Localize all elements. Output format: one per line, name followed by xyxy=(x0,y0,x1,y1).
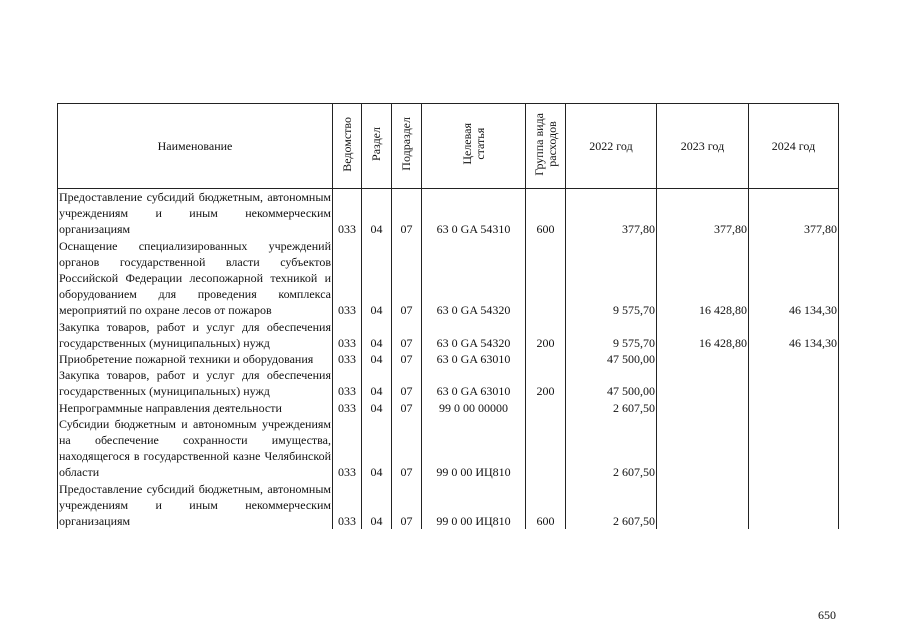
header-celevaya-label: Целевая статья xyxy=(459,123,487,165)
row-celevaya: 63 0 GA 54320 xyxy=(422,238,526,319)
row-razdel: 04 xyxy=(362,351,392,367)
row-gruppa: 600 xyxy=(526,481,566,530)
row-name: Приобретение пожарной техники и оборудования xyxy=(58,351,333,367)
row-celevaya: 63 0 GA 63010 xyxy=(422,351,526,367)
header-gruppa-label: Группа вида расходов xyxy=(531,112,559,176)
header-vedomstvo xyxy=(333,104,362,189)
row-2023: 377,80 xyxy=(657,189,749,238)
row-podrazdel: 07 xyxy=(392,189,422,238)
row-razdel: 04 xyxy=(362,367,392,399)
row-razdel: 04 xyxy=(362,189,392,238)
row-2024 xyxy=(749,367,839,399)
row-2022: 2 607,50 xyxy=(566,400,657,416)
header-2023-label: 2023 год xyxy=(680,138,725,153)
table-header xyxy=(58,104,839,189)
header-celevaya xyxy=(422,104,526,189)
row-2022: 377,80 xyxy=(566,189,657,238)
header-2022-label: 2022 год xyxy=(589,138,633,153)
row-2023 xyxy=(657,416,749,481)
header-vedomstvo-label: Ведомство xyxy=(339,116,354,172)
row-gruppa xyxy=(526,238,566,319)
row-vedomstvo: 033 xyxy=(333,351,362,367)
row-podrazdel: 07 xyxy=(392,367,422,399)
header-gruppa xyxy=(526,104,566,189)
header-razdel-label: Раздел xyxy=(369,126,383,161)
row-gruppa xyxy=(526,400,566,416)
row-razdel: 04 xyxy=(362,481,392,530)
row-vedomstvo: 033 xyxy=(333,319,362,351)
header-razdel xyxy=(362,104,392,189)
row-vedomstvo: 033 xyxy=(333,238,362,319)
row-razdel: 04 xyxy=(362,238,392,319)
row-gruppa: 200 xyxy=(526,319,566,351)
table-body xyxy=(58,189,839,530)
header-2023 xyxy=(657,104,749,189)
row-name: Субсидии бюджетным и автономным учреждениям на обеспечение сохранности имущества, находящегося в государственной казне Челябинской области xyxy=(59,416,331,480)
row-vedomstvo: 033 xyxy=(333,481,362,530)
row-2023 xyxy=(657,481,749,530)
row-vedomstvo: 033 xyxy=(333,416,362,481)
row-2024: 46 134,30 xyxy=(749,238,839,319)
row-2022: 9 575,70 xyxy=(566,238,657,319)
table-row xyxy=(58,319,839,351)
table-row xyxy=(58,351,839,367)
row-name: Предоставление субсидий бюджетным, автономным учреждениям и иным некоммерческим организациям xyxy=(59,190,331,237)
row-podrazdel: 07 xyxy=(392,238,422,319)
row-2023: 16 428,80 xyxy=(657,238,749,319)
row-2024 xyxy=(749,481,839,530)
table-row xyxy=(58,481,839,530)
header-name-label: Наименование xyxy=(157,138,233,153)
row-celevaya: 99 0 00 ИЦ810 xyxy=(422,416,526,481)
row-2022: 47 500,00 xyxy=(566,367,657,399)
row-2024 xyxy=(749,416,839,481)
table-row xyxy=(58,189,839,238)
row-gruppa xyxy=(526,416,566,481)
row-vedomstvo: 033 xyxy=(333,189,362,238)
row-celevaya: 63 0 GA 63010 xyxy=(422,367,526,399)
row-celevaya: 99 0 00 00000 xyxy=(422,400,526,416)
row-name: Предоставление субсидий бюджетным, автономным учреждениям и иным некоммерческим организациям xyxy=(59,481,331,529)
row-razdel: 04 xyxy=(362,400,392,416)
row-podrazdel: 07 xyxy=(392,481,422,530)
row-name: Оснащение специализированных учреждений органов государственной власти субъектов Российской Федерации лесопожарной техникой и оборудованием для проведения комплекса мероприятий по охране лесов от пожаров xyxy=(59,238,331,318)
budget-table xyxy=(57,103,839,529)
row-2023 xyxy=(657,351,749,367)
row-2024 xyxy=(749,400,839,416)
row-name: Непрограммные направления деятельности xyxy=(58,400,333,416)
row-vedomstvo: 033 xyxy=(333,367,362,399)
header-2022 xyxy=(566,104,657,189)
row-name: Закупка товаров, работ и услуг для обеспечения государственных (муниципальных) нужд xyxy=(59,319,331,350)
header-2024 xyxy=(749,104,839,189)
row-vedomstvo: 033 xyxy=(333,400,362,416)
row-2023 xyxy=(657,367,749,399)
row-podrazdel: 07 xyxy=(392,416,422,481)
row-2024: 46 134,30 xyxy=(749,319,839,351)
table-row xyxy=(58,238,839,319)
row-2024: 377,80 xyxy=(749,189,839,238)
header-podrazdel-label: Подраздел xyxy=(399,117,413,171)
row-2022: 2 607,50 xyxy=(566,481,657,530)
table-row xyxy=(58,367,839,399)
row-gruppa xyxy=(526,351,566,367)
row-podrazdel: 07 xyxy=(392,319,422,351)
row-celevaya: 63 0 GA 54320 xyxy=(422,319,526,351)
row-podrazdel: 07 xyxy=(392,351,422,367)
row-celevaya: 63 0 GA 54310 xyxy=(422,189,526,238)
row-2023 xyxy=(657,400,749,416)
row-gruppa: 600 xyxy=(526,189,566,238)
row-podrazdel: 07 xyxy=(392,400,422,416)
row-razdel: 04 xyxy=(362,416,392,481)
row-2022: 9 575,70 xyxy=(566,319,657,351)
row-2024 xyxy=(749,351,839,367)
header-2024-label: 2024 год xyxy=(771,138,816,153)
row-gruppa: 200 xyxy=(526,367,566,399)
row-2022: 47 500,00 xyxy=(566,351,657,367)
page-number: 650 xyxy=(818,608,836,622)
table-row xyxy=(58,416,839,481)
row-name: Закупка товаров, работ и услуг для обеспечения государственных (муниципальных) нужд xyxy=(59,368,331,399)
table-row xyxy=(58,400,839,416)
row-2022: 2 607,50 xyxy=(566,416,657,481)
row-2023: 16 428,80 xyxy=(657,319,749,351)
row-razdel: 04 xyxy=(362,319,392,351)
row-celevaya: 99 0 00 ИЦ810 xyxy=(422,481,526,530)
header-name xyxy=(58,104,333,189)
header-podrazdel xyxy=(392,104,422,189)
